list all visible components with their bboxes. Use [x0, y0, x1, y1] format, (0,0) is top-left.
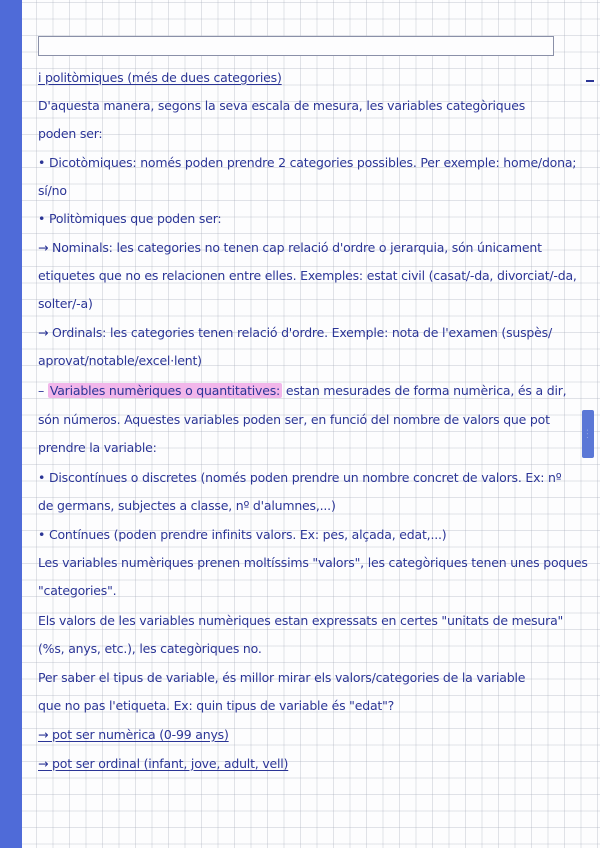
binding-strip	[0, 0, 22, 848]
note-line-1: i politòmiques (més de dues categories)	[38, 70, 282, 85]
note-line-2: D'aquesta manera, segons la seva escala de mesura, les variables categòriques	[38, 98, 526, 113]
note-line-24: → pot ser numèrica (0-99 anys)	[38, 727, 229, 742]
highlight-line-rest: estan mesurades de forma numèrica, és a dir,	[282, 383, 567, 398]
note-line-16: de germans, subjectes a classe, nº d'alumnes,...)	[38, 498, 336, 513]
note-line-3: poden ser:	[38, 126, 103, 141]
margin-dash	[586, 80, 594, 82]
note-line-15: • Discontínues o discretes (només poden prendre un nombre concret de valors. Ex: nº	[38, 470, 562, 485]
note-line-10: → Ordinals: les categories tenen relació d'ordre. Exemple: nota de l'examen (suspès/	[38, 325, 552, 340]
note-line-21: (%s, anys, etc.), les categòriques no.	[38, 641, 262, 656]
note-line-25: → pot ser ordinal (infant, jove, adult, vell)	[38, 756, 289, 771]
note-line-5: sí/no	[38, 183, 67, 198]
note-line-11: aprovat/notable/excel·lent)	[38, 353, 202, 368]
note-line-7: → Nominals: les categories no tenen cap relació d'ordre o jerarquia, són únicament	[38, 240, 542, 255]
note-line-4: • Dicotòmiques: només poden prendre 2 categories possibles. Per exemple: home/dona;	[38, 155, 577, 170]
note-line-22: Per saber el tipus de variable, és millor mirar els valors/categories de la variable	[38, 670, 526, 685]
side-tab-label: · · ·	[582, 410, 594, 458]
dash-prefix: –	[38, 383, 48, 398]
note-line-18: Les variables numèriques prenen moltíssims "valors", les categòriques tenen unes poques	[38, 555, 588, 570]
note-line-9: solter/-a)	[38, 296, 93, 311]
note-line-20: Els valors de les variables numèriques estan expressats en certes "unitats de mesura"	[38, 613, 564, 628]
note-line-12-highlighted	[38, 383, 566, 398]
note-line-6: • Politòmiques que poden ser:	[38, 211, 222, 226]
note-line-17: • Contínues (poden prendre infinits valors. Ex: pes, alçada, edat,...)	[38, 527, 447, 542]
note-line-19: "categories".	[38, 583, 117, 598]
note-line-13: són números. Aquestes variables poden ser, en funció del nombre de valors que pot	[38, 412, 550, 427]
note-line-23: que no pas l'etiqueta. Ex: quin tipus de variable és "edat"?	[38, 698, 395, 713]
note-line-8: etiquetes que no es relacionen entre elles. Exemples: estat civil (casat/-da, divorciat/-da,	[38, 268, 577, 283]
note-line-14: prendre la variable:	[38, 440, 157, 455]
highlighted-term: Variables numèriques o quantitatives:	[49, 383, 281, 398]
header-box	[38, 36, 554, 56]
